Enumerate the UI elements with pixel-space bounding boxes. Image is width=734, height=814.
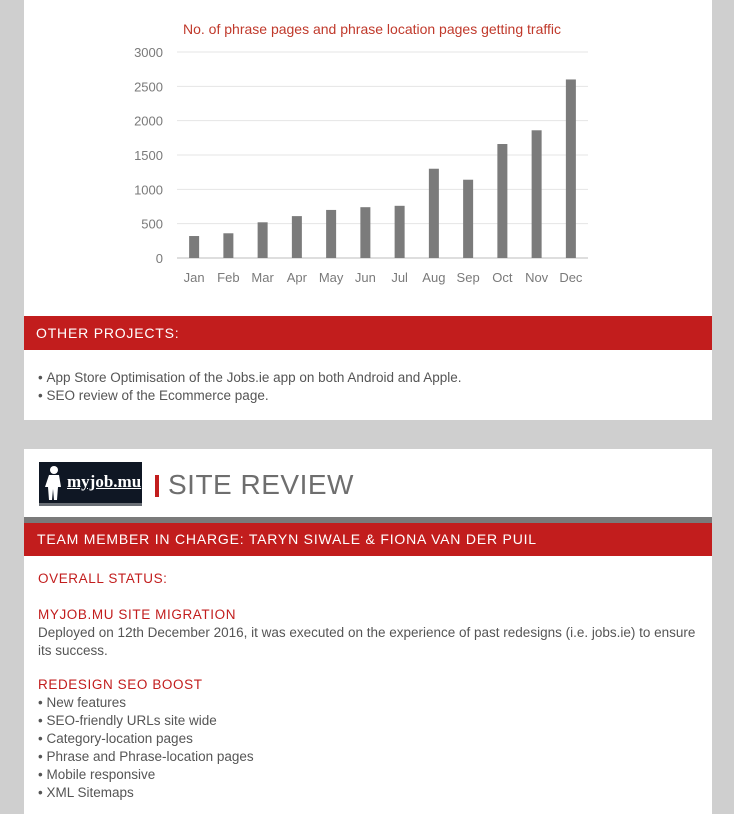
myjob-logo xyxy=(39,462,142,506)
y-tick-label: 1000 xyxy=(134,182,163,198)
x-tick-label: Aug xyxy=(422,270,446,285)
bar-may xyxy=(326,210,336,258)
bar-dec xyxy=(566,79,576,258)
team-member-bar xyxy=(24,523,712,556)
bar-mar xyxy=(258,222,268,258)
seo-boost-list xyxy=(38,694,254,802)
heading-divider xyxy=(155,475,159,497)
x-tick-label: May xyxy=(318,270,344,285)
chart-container xyxy=(24,0,712,300)
y-tick-label: 3000 xyxy=(134,45,163,60)
migration-title: MYJOB.MU SITE MIGRATION xyxy=(38,607,237,622)
traffic-bar-chart xyxy=(24,0,712,300)
migration-description: Deployed on 12th December 2016, it was executed on the experience of past redesigns (i.e. jobs.ie) to ensure its success. xyxy=(38,625,696,658)
list-item: • SEO review of the Ecommerce page. xyxy=(38,387,462,405)
y-tick-label: 1500 xyxy=(134,148,163,163)
bar-oct xyxy=(497,144,507,258)
site-review-heading: SITE REVIEW xyxy=(168,469,354,500)
y-tick-label: 2000 xyxy=(134,113,163,129)
seo-boost-title: REDESIGN SEO BOOST xyxy=(38,677,203,692)
bar-feb xyxy=(223,233,233,258)
bar-sep xyxy=(463,180,473,258)
list-item: • Mobile responsive xyxy=(38,766,254,784)
x-tick-label: Apr xyxy=(286,270,307,285)
logo-text: myjob.mu xyxy=(67,472,142,491)
traffic-card xyxy=(24,0,712,420)
person-silhouette-icon xyxy=(43,464,65,502)
y-tick-label: 500 xyxy=(141,216,163,232)
x-tick-label: Jul xyxy=(391,270,408,285)
site-review-header xyxy=(24,449,712,517)
x-tick-label: Jan xyxy=(183,270,205,285)
other-projects-header xyxy=(24,316,712,350)
x-tick-label: Dec xyxy=(559,270,583,285)
list-item: • Category-location pages xyxy=(38,730,254,748)
x-tick-label: Feb xyxy=(217,270,240,285)
bar-apr xyxy=(292,216,302,258)
list-item: • App Store Optimisation of the Jobs.ie app on both Android and Apple. xyxy=(38,369,462,387)
other-projects-list xyxy=(38,369,462,405)
x-tick-label: Sep xyxy=(456,270,480,285)
list-item: • XML Sitemaps xyxy=(38,784,254,802)
bar-aug xyxy=(429,169,439,258)
x-tick-label: Oct xyxy=(492,270,513,285)
list-item: • New features xyxy=(38,694,254,712)
bar-jul xyxy=(395,206,405,258)
x-tick-label: Jun xyxy=(354,270,376,285)
team-member-text: TEAM MEMBER IN CHARGE: TARYN SIWALE & FIONA VAN DER PUIL xyxy=(37,531,537,547)
list-item: • SEO-friendly URLs site wide xyxy=(38,712,254,730)
chart-title: No. of phrase pages and phrase location pages getting traffic xyxy=(183,21,561,37)
other-projects-title: OTHER PROJECTS: xyxy=(36,325,180,341)
x-tick-label: Mar xyxy=(251,270,274,285)
y-tick-label: 2500 xyxy=(134,79,163,95)
bar-nov xyxy=(532,130,542,258)
x-tick-label: Nov xyxy=(525,270,549,285)
list-item: • Phrase and Phrase-location pages xyxy=(38,748,254,766)
y-tick-label: 0 xyxy=(155,251,163,266)
overall-status-label: OVERALL STATUS: xyxy=(38,571,168,586)
bar-jan xyxy=(189,236,199,258)
bar-jun xyxy=(360,207,370,258)
site-review-card xyxy=(24,449,712,814)
